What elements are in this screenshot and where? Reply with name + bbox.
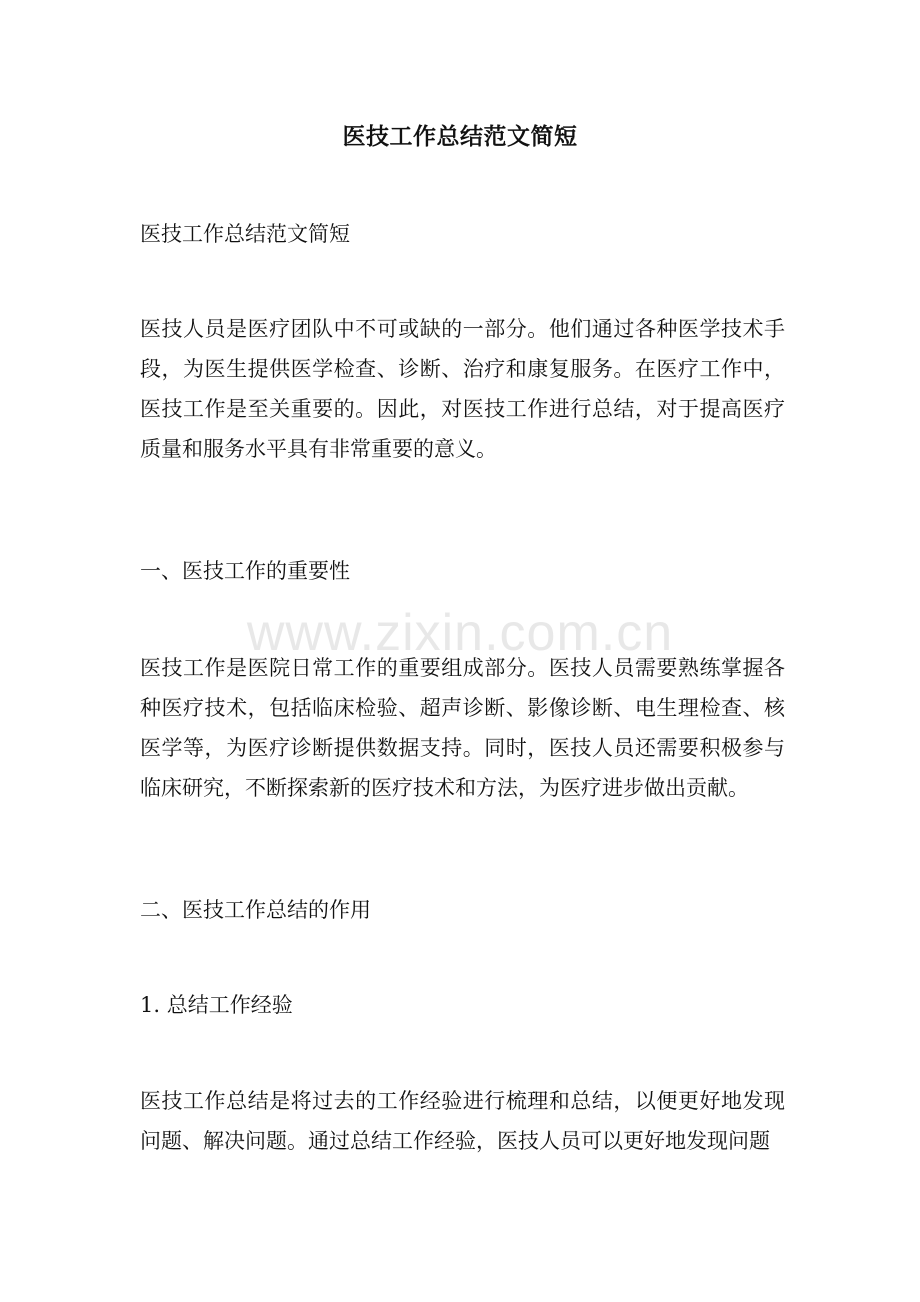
document-subtitle: 医技工作总结范文简短 [140, 222, 350, 246]
watermark: www.zixin.com.cn [246, 604, 674, 662]
importance-paragraph: 医技工作是医院日常工作的重要组成部分。医技人员需要熟练掌握各种医疗技术，包括临床检验、超声诊断、影像诊断、电生理检查、核医学等，为医疗诊断提供数据支持。同时，医技人员还需要积极参与临床研究，不断探索新的医疗技术和方法，为医疗进步做出贡献。 [140, 656, 785, 800]
subsection-heading-experience: 1. 总结工作经验 [140, 993, 293, 1017]
experience-paragraph: 医技工作总结是将过去的工作经验进行梳理和总结，以便更好地发现问题、解决问题。通过总结工作经验，医技人员可以更好地发现问题 [140, 1089, 785, 1153]
section-heading-summary-role: 二、医技工作总结的作用 [140, 898, 371, 922]
intro-paragraph: 医技人员是医疗团队中不可或缺的一部分。他们通过各种医学技术手段，为医生提供医学检查、诊断、治疗和康复服务。在医疗工作中，医技工作是至关重要的。因此，对医技工作进行总结，对于提高医疗质量和服务水平具有非常重要的意义。 [140, 317, 785, 461]
section-heading-importance: 一、医技工作的重要性 [140, 559, 350, 583]
document-title: 医技工作总结范文简短 [342, 123, 578, 150]
